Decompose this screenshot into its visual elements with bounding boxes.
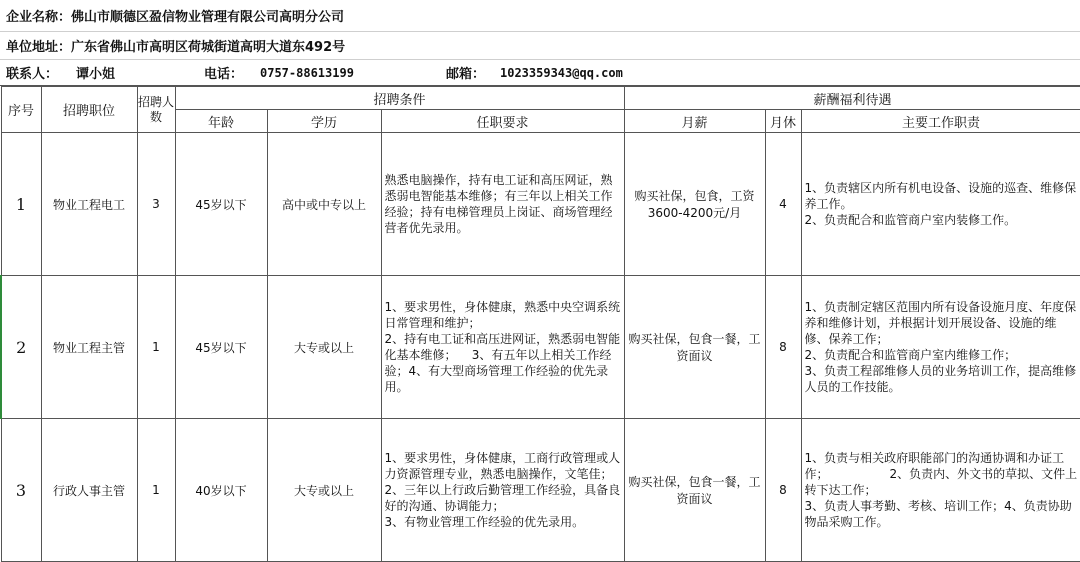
cell-rest[interactable]: 8: [765, 419, 801, 562]
header-salary[interactable]: 月薪: [624, 110, 765, 133]
header-age[interactable]: 年龄: [175, 110, 267, 133]
cell-position[interactable]: 行政人事主管: [41, 419, 137, 562]
cell-education[interactable]: 大专或以上: [267, 419, 381, 562]
cell-salary[interactable]: 购买社保，包食一餐，工资面议: [624, 276, 765, 419]
table-row: [1, 419, 1080, 562]
cell-duties[interactable]: 1、负责制定辖区范围内所有设备设施月度、年度保养和维修计划，并根据计划开展设备、设施的维修、保养工作； 2、负责配合和监管商户室内维修工作； 3、负责工程部维修人员的业务培训工作，提高维修人员的工作技能。: [801, 276, 1080, 419]
header-education[interactable]: 学历: [267, 110, 381, 133]
cell-seq[interactable]: 2: [1, 276, 41, 419]
email-label: 邮箱：: [446, 67, 486, 82]
table-row: [1, 133, 1080, 276]
cell-position[interactable]: 物业工程电工: [41, 133, 137, 276]
header-duties[interactable]: 主要工作职责: [801, 110, 1080, 133]
cell-salary[interactable]: 购买社保，包食，工资3600-4200元/月: [624, 133, 765, 276]
header-rest[interactable]: 月休: [765, 110, 801, 133]
email-value: 1023359343@qq.com: [500, 65, 623, 80]
cell-education[interactable]: 大专或以上: [267, 276, 381, 419]
cell-requirements[interactable]: 1、要求男性，身体健康，工商行政管理或人力资源管理专业，熟悉电脑操作，文笔佳； 2、三年以上行政后勤管理工作经验，具备良好的沟通、协调能力； 3、有物业管理工作经验的优先录用。: [381, 419, 624, 562]
contact-person-label: 联系人：: [6, 67, 59, 82]
cell-age[interactable]: 40岁以下: [175, 419, 267, 562]
company-name: 佛山市顺德区盈信物业管理有限公司高明分公司: [71, 10, 345, 25]
cell-age[interactable]: 45岁以下: [175, 133, 267, 276]
cell-count[interactable]: 1: [137, 419, 175, 562]
header-benefits[interactable]: 薪酬福利待遇: [624, 87, 1080, 110]
cell-requirements[interactable]: 熟悉电脑操作，持有电工证和高压网证，熟悉弱电智能基本维修；有三年以上相关工作经验；持有电梯管理员上岗证、商场管理经营者优先录用。: [381, 133, 624, 276]
cell-count[interactable]: 1: [137, 276, 175, 419]
header-conditions[interactable]: 招聘条件: [175, 87, 624, 110]
cell-requirements[interactable]: 1、要求男性，身体健康，熟悉中央空调系统日常管理和维护； 2、持有电工证和高压进网证，熟悉弱电智能化基本维修； 3、有五年以上相关工作经验；4、有大型商场管理工作经验的优先录用。: [381, 276, 624, 419]
header-headcount[interactable]: 招聘人数: [137, 87, 175, 133]
header-row-1: [1, 87, 1080, 110]
contact-person: 谭小姐: [76, 67, 116, 82]
cell-age[interactable]: 45岁以下: [175, 276, 267, 419]
header-requirements[interactable]: 任职要求: [381, 110, 624, 133]
cell-position[interactable]: 物业工程主管: [41, 276, 137, 419]
company-label: 企业名称：: [6, 10, 72, 25]
cell-salary[interactable]: 购买社保，包食一餐，工资面议: [624, 419, 765, 562]
cell-duties[interactable]: 1、负责辖区内所有机电设备、设施的巡查、维修保养工作。 2、负责配合和监管商户室内装修工作。: [801, 133, 1080, 276]
address-value: 广东省佛山市高明区荷城街道高明大道东492号: [71, 40, 346, 55]
cell-rest[interactable]: 8: [765, 276, 801, 419]
recruitment-table: [0, 86, 1080, 562]
cell-seq[interactable]: 3: [1, 419, 41, 562]
table-row: [1, 276, 1080, 419]
cell-count[interactable]: 3: [137, 133, 175, 276]
contact-row[interactable]: [0, 60, 1080, 86]
cell-duties[interactable]: 1、负责与相关政府职能部门的沟通协调和办证工作； 2、负责内、外文书的草拟、文件上转下达工作； 3、负责人事考勤、考核、培训工作；4、负责协助物品采购工作。: [801, 419, 1080, 562]
company-row[interactable]: [0, 0, 1080, 32]
cell-education[interactable]: 高中或中专以上: [267, 133, 381, 276]
address-row[interactable]: [0, 32, 1080, 60]
header-seq[interactable]: 序号: [1, 87, 41, 133]
cell-seq[interactable]: 1: [1, 133, 41, 276]
header-position[interactable]: 招聘职位: [41, 87, 137, 133]
phone-value: 0757-88613199: [260, 65, 354, 80]
address-label: 单位地址：: [6, 40, 72, 55]
phone-label: 电话：: [204, 67, 244, 82]
cell-rest[interactable]: 4: [765, 133, 801, 276]
